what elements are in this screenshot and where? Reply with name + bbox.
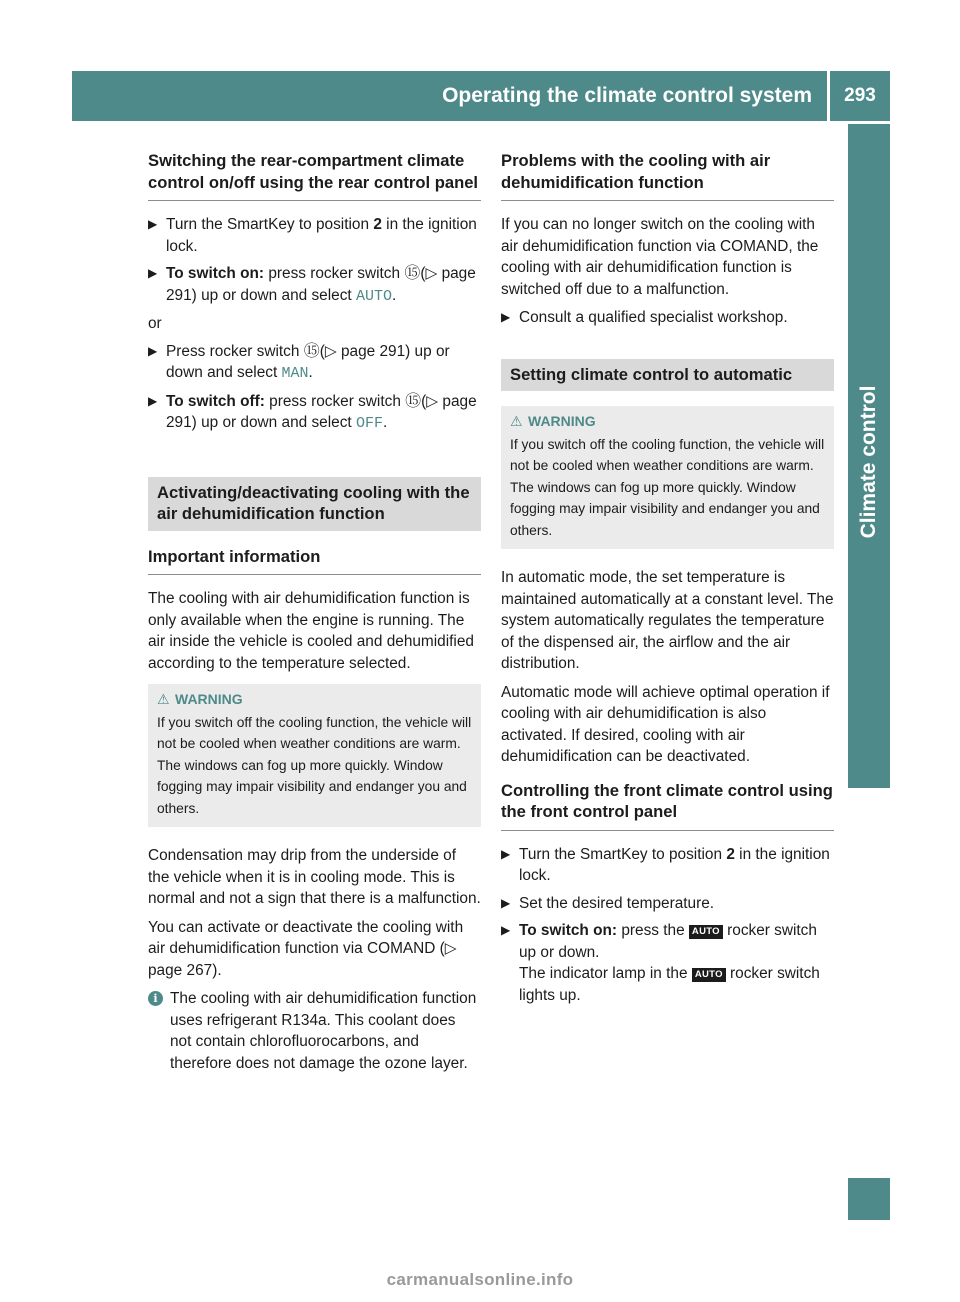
display-text: MAN bbox=[281, 365, 309, 382]
step-item: ▶ To switch on: press rocker switch ⑮(▷ page 291) up or down and select AUTO. bbox=[148, 265, 476, 305]
step-item: ▶ Press rocker switch ⑮(▷ page 291) up or down and select MAN. bbox=[148, 342, 450, 382]
triangle-right-icon: ▶ bbox=[501, 310, 511, 324]
triangle-right-icon: ▶ bbox=[501, 895, 511, 910]
triangle-right-icon: ▶ bbox=[501, 923, 511, 937]
paragraph: You can activate or deactivate the cooling with air dehumidification function via COMAND (▷ page 267). bbox=[148, 918, 464, 979]
paragraph: If you can no longer switch on the cooling with air dehumidification function via COMAND, the cooling with air dehumidification function is switched off due to a malfunction. bbox=[501, 216, 819, 298]
warning-box bbox=[501, 406, 834, 549]
left-column bbox=[148, 150, 481, 1074]
or-text: or bbox=[148, 315, 162, 332]
subheading-important-info: Important information bbox=[148, 546, 481, 576]
header-title: Operating the climate control system bbox=[442, 84, 812, 107]
warning-triangle-icon: ⚠ bbox=[510, 413, 523, 429]
step-item: ▶ Turn the SmartKey to position 2 in the ignition lock. bbox=[501, 845, 830, 884]
rocker-switch-15-icon: ⑮ bbox=[404, 265, 421, 282]
rocker-switch-15-icon: ⑮ bbox=[303, 342, 320, 360]
right-column bbox=[501, 150, 834, 1012]
paragraph: In automatic mode, the set temperature is maintained automatically at a constant level. The system automatically regulates the temperature of the dispensed air, the airflow and the air distribution. bbox=[501, 569, 834, 672]
display-text: AUTO bbox=[355, 287, 392, 305]
subheading-rear-panel: Switching the rear-compartment climate control on/off using the rear control panel bbox=[148, 150, 481, 201]
auto-button-icon: AUTO bbox=[692, 968, 726, 982]
watermark: carmanualsonline.info bbox=[386, 1270, 574, 1289]
triangle-right-icon: ▶ bbox=[501, 846, 511, 861]
page-header bbox=[72, 71, 890, 121]
step-item: ▶ Turn the SmartKey to position 2 in the ignition lock. bbox=[148, 216, 477, 255]
warning-triangle-icon: ⚠ bbox=[157, 691, 170, 707]
page-number: 293 bbox=[844, 85, 876, 106]
triangle-right-icon: ▶ bbox=[148, 266, 158, 280]
chapter-tab-label: Climate control bbox=[857, 385, 880, 539]
warning-text: If you switch off the cooling function, the vehicle will not be cooled when weather conditions are warm. The windows can fog up more quickly. Window fogging may impair visibility and endanger you and others. bbox=[510, 436, 825, 538]
chapter-marker bbox=[848, 1178, 890, 1220]
paragraph: Condensation may drip from the underside of the vehicle when it is in cooling mode. This is normal and not a sign that there is a malfunction. bbox=[148, 847, 481, 907]
triangle-right-icon: ▶ bbox=[148, 217, 158, 231]
step-item: ▶ To switch on: press the AUTO rocker switch up or down. The indicator lamp in the AUTO rocker switch lights up. bbox=[501, 922, 820, 1004]
step-item: ▶ To switch off: press rocker switch ⑮(▷ page 291) up or down and select OFF. bbox=[148, 392, 477, 432]
triangle-right-icon: ▶ bbox=[148, 343, 158, 358]
step-item: ▶ Consult a qualified specialist workshop. bbox=[501, 307, 834, 329]
rocker-switch-15-icon: ⑮ bbox=[405, 392, 422, 410]
subheading-front-panel: Controlling the front climate control using the front control panel bbox=[501, 780, 834, 831]
triangle-right-icon: ▶ bbox=[148, 393, 158, 408]
paragraph: The cooling with air dehumidification function is only available when the engine is running. The air inside the vehicle is cooled and dehumidified according to the temperature selected. bbox=[148, 590, 474, 672]
section-heading-cooling: Activating/deactivating cooling with the air dehumidification function bbox=[148, 477, 481, 531]
warning-box bbox=[148, 684, 481, 827]
warning-title: WARNING bbox=[175, 691, 243, 707]
info-note: i The cooling with air dehumidification function uses refrigerant R134a. This coolant does not contain chlorofluorocarbons, and therefore does not damage the ozone layer. bbox=[148, 988, 481, 1074]
step-item: ▶ Set the desired temperature. bbox=[501, 893, 834, 915]
section-heading-automatic: Setting climate control to automatic bbox=[501, 359, 834, 392]
warning-title: WARNING bbox=[528, 413, 596, 429]
paragraph: Automatic mode will achieve optimal operation if cooling with air dehumidification is also activated. If desired, cooling with air dehumidification can be deactivated. bbox=[501, 683, 830, 765]
subheading-problems: Problems with the cooling with air dehumidification function bbox=[501, 150, 834, 201]
auto-button-icon: AUTO bbox=[689, 925, 723, 939]
warning-text: If you switch off the cooling function, the vehicle will not be cooled when weather conditions are warm. The windows can fog up more quickly. Window fogging may impair visibility and endanger you and others. bbox=[157, 714, 472, 816]
display-text: OFF bbox=[355, 415, 383, 432]
info-circle-icon: i bbox=[148, 991, 163, 1006]
